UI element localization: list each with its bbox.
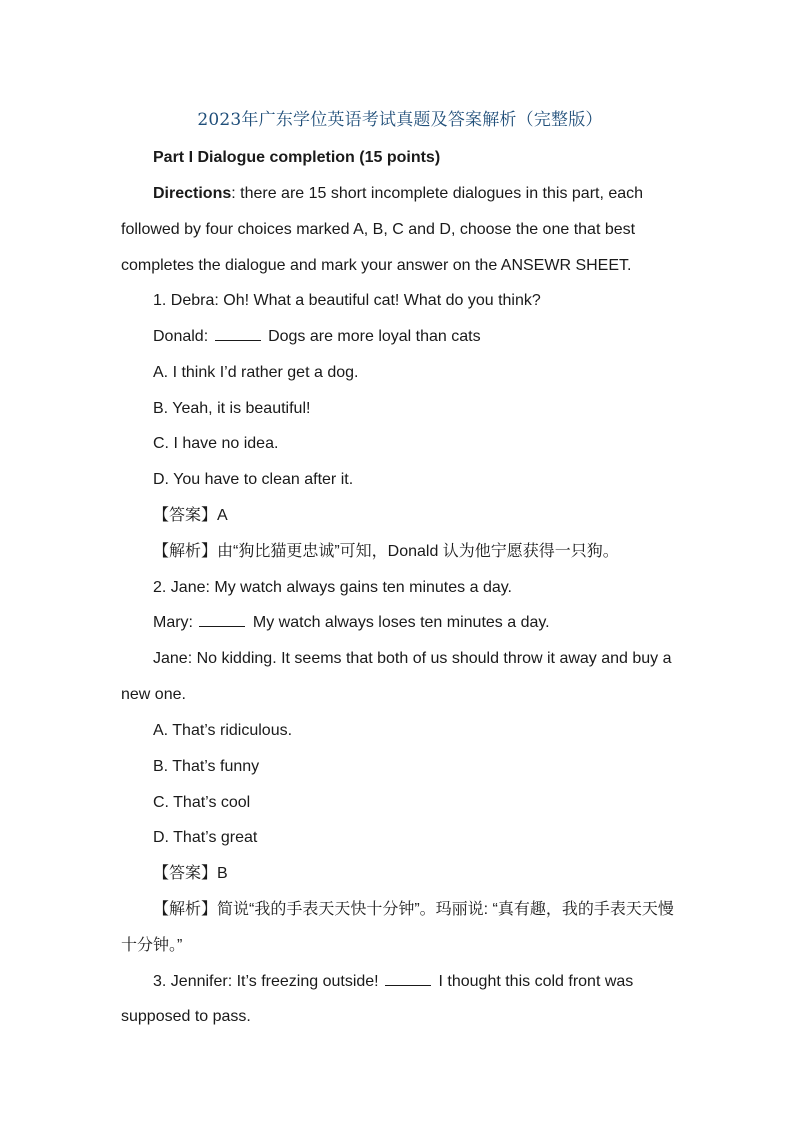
q2-followup-line-2: new one. xyxy=(121,686,186,703)
q1-reply-line xyxy=(153,327,481,347)
q1-option-a: A. I think I’d rather get a dog. xyxy=(153,364,359,381)
directions-text: : there are 15 short incomplete dialogues in this part, each xyxy=(231,185,644,202)
q1-answer-blank xyxy=(215,328,261,341)
q2-speaker: Mary: xyxy=(153,614,193,631)
q3-prompt-line-1 xyxy=(153,972,633,992)
q2-reply-line xyxy=(153,613,550,633)
q1-reply: Dogs are more loyal than cats xyxy=(268,328,481,345)
q2-reply: My watch always loses ten minutes a day. xyxy=(252,614,550,631)
q2-followup-line-1: Jane: No kidding. It seems that both of us should throw it away and buy a xyxy=(153,650,672,667)
q2-answer: 【答案】B xyxy=(153,865,228,882)
q1-explanation: 【解析】由“狗比猫更忠诚”可知，Donald 认为他宁愿获得一只狗。 xyxy=(153,543,619,560)
document-title: 2023年广东学位英语考试真题及答案解析（完整版） xyxy=(197,110,603,130)
directions-label: Directions xyxy=(153,185,232,202)
q1-answer: 【答案】A xyxy=(153,507,228,524)
q2-option-c: C. That’s cool xyxy=(153,794,251,811)
q2-explanation-line-1: 【解析】简说“我的手表天天快十分钟”。玛丽说: “真有趣，我的手表天天慢 xyxy=(153,901,674,918)
q1-option-d: D. You have to clean after it. xyxy=(153,471,354,488)
q3-prompt-line-2: supposed to pass. xyxy=(121,1008,251,1025)
q3-answer-blank xyxy=(385,973,431,986)
q1-option-b: B. Yeah, it is beautiful! xyxy=(153,400,311,417)
q1-option-c: C. I have no idea. xyxy=(153,435,279,452)
directions-line-3: completes the dialogue and mark your answer on the ANSEWR SHEET. xyxy=(121,257,632,274)
q2-answer-blank xyxy=(199,614,245,627)
q2-option-a: A. That’s ridiculous. xyxy=(153,722,293,739)
part-heading: Part I Dialogue completion (15 points) xyxy=(153,149,441,166)
directions-line-1 xyxy=(153,184,643,204)
directions-line-2: followed by four choices marked A, B, C and D, choose the one that best xyxy=(121,221,636,238)
q1-speaker: Donald: xyxy=(153,328,209,345)
q3-prompt-start: 3. Jennifer: It’s freezing outside! xyxy=(153,973,379,990)
q3-prompt-end: I thought this cold front was xyxy=(438,973,634,990)
q2-explanation-line-2: 十分钟。” xyxy=(121,937,183,954)
q2-prompt: 2. Jane: My watch always gains ten minutes a day. xyxy=(153,579,512,596)
q2-option-d: D. That’s great xyxy=(153,829,258,846)
q2-option-b: B. That’s funny xyxy=(153,758,260,775)
q1-prompt: 1. Debra: Oh! What a beautiful cat! What do you think? xyxy=(153,292,541,309)
